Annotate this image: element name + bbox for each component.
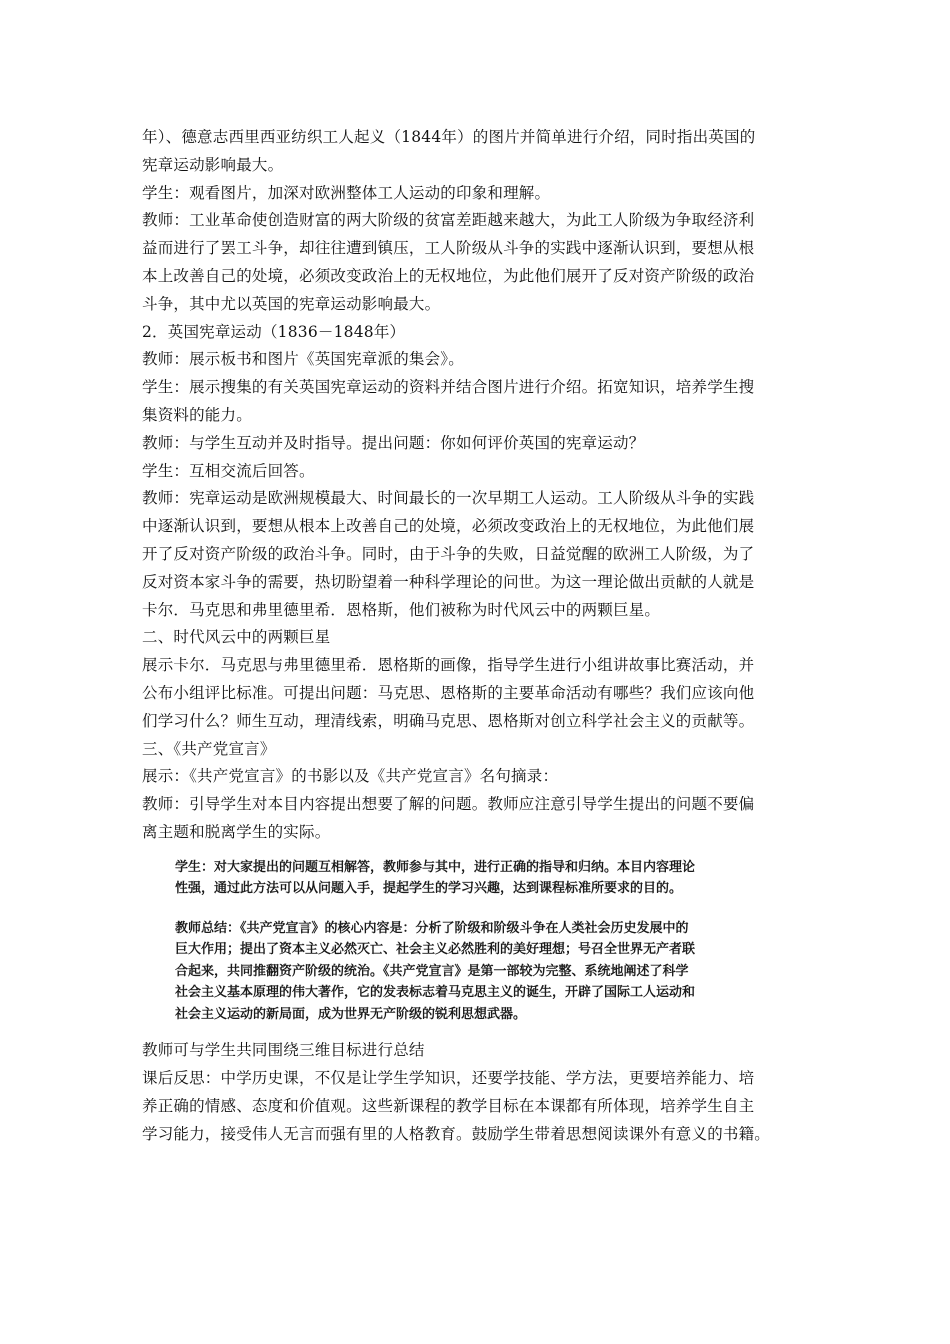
text-line: 卡尔．马克思和弗里德里希．恩格斯，他们被称为时代风云中的两颗巨星。: [142, 600, 661, 619]
embedded-text-block: [142, 857, 795, 1026]
section-heading: 2．英国宪章运动（1836－1848年）: [142, 322, 406, 341]
paragraph-gap: [175, 900, 795, 918]
text-line: 教师：工业革命使创造财富的两大阶级的贫富差距越来越大，为此工人阶级为争取经济利: [142, 211, 755, 230]
quote-line: 性强，通过此方法可以从问题入手，提起学生的学习兴趣，达到课程标准所要求的目的。: [175, 881, 683, 897]
quote-line: 合起来，共同推翻资产阶级的统治。《共产党宣言》是第一部较为完整、系统地阐述了科学: [175, 963, 689, 979]
text-line: 斗争，其中尤以英国的宪章运动影响最大。: [142, 294, 441, 313]
text-line: 宪章运动影响最大。: [142, 155, 284, 174]
text-line: 们学习什么？师生互动，理清线索，明确马克思、恩格斯对创立科学社会主义的贡献等。: [142, 711, 755, 730]
quote-line: 学生：对大家提出的问题互相解答，教师参与其中，进行正确的指导和归纳。本目内容理论: [175, 859, 696, 875]
text-line: 教师：引导学生对本目内容提出想要了解的问题。教师应注意引导学生提出的问题不要偏: [142, 795, 755, 814]
text-line: 公布小组评比标准。可提出问题：马克思、恩格斯的主要革命活动有哪些？我们应该向他: [142, 683, 755, 702]
text-line: 年）、德意志西里西亚纺织工人起义（1844年）的图片并简单进行介绍，同时指出英国的: [142, 128, 756, 146]
closing-text: [142, 1037, 810, 1148]
text-line: 集资料的能力。: [142, 405, 252, 424]
text-line: 离主题和脱离学生的实际。: [142, 822, 331, 841]
text-line: 学习能力，接受伟人无言而强有里的人格教育。鼓励学生带着思想阅读课外有意义的书籍。: [142, 1124, 771, 1143]
text-line: 本上改善自己的处境，必须改变政治上的无权地位，为此他们展开了反对资产阶级的政治: [142, 266, 755, 285]
text-line: 学生：观看图片，加深对欧洲整体工人运动的印象和理解。: [142, 183, 551, 202]
text-line: 教师：与学生互动并及时指导。提出问题：你如何评价英国的宪章运动？: [142, 433, 645, 452]
text-line: 学生：互相交流后回答。: [142, 461, 315, 480]
text-line: 中逐渐认识到，要想从根本上改善自己的处境，必须改变政治上的无权地位，为此他们展: [142, 517, 755, 536]
text-line: 学生：展示搜集的有关英国宪章运动的资料并结合图片进行介绍。拓宽知识，培养学生搜: [142, 378, 755, 397]
text-line: 开了反对资产阶级的政治斗争。同时，由于斗争的失败，日益觉醒的欧洲工人阶级，为了: [142, 544, 755, 563]
text-line: 反对资本家斗争的需要，热切盼望着一种科学理论的问世。为这一理论做出贡献的人就是: [142, 572, 755, 591]
text-line: 课后反思：中学历史课，不仅是让学生学知识，还要学技能、学方法，更要培养能力、培: [142, 1069, 755, 1088]
text-line: 养正确的情感、态度和价值观。这些新课程的教学目标在本课都有所体现，培养学生自主: [142, 1096, 755, 1115]
quote-line: 社会主义运动的新局面，成为世界无产阶级的锐利思想武器。: [175, 1006, 527, 1022]
text-line: 教师：展示板书和图片《英国宪章派的集会》。: [142, 350, 464, 369]
text-line: 展示：《共产党宣言》的书影以及《共产党宣言》名句摘录：: [142, 767, 559, 786]
text-line: 教师：宪章运动是欧洲规模最大、时间最长的一次早期工人运动。工人阶级从斗争的实践: [142, 489, 755, 508]
quote-line: 教师总结：《共产党宣言》的核心内容是：分析了阶级和阶级斗争在人类社会历史发展中的: [175, 920, 689, 936]
section-heading: 二、时代风云中的两颗巨星: [142, 628, 331, 647]
text-line: 益而进行了罢工斗争，却往往遭到镇压，工人阶级从斗争的实践中逐渐认识到，要想从根: [142, 239, 755, 258]
document-page: [142, 124, 810, 1148]
section-heading: 三、《共产党宣言》: [142, 739, 276, 758]
text-line: 教师可与学生共同围绕三维目标进行总结: [142, 1041, 425, 1060]
quote-line: 巨大作用；提出了资本主义必然灭亡、社会主义必然胜利的美好理想；号召全世界无产者联: [175, 942, 696, 958]
body-text: [142, 124, 810, 847]
text-line: 展示卡尔．马克思与弗里德里希．恩格斯的画像，指导学生进行小组讲故事比赛活动，并: [142, 656, 755, 675]
quote-line: 社会主义基本原理的伟大著作，它的发表标志着马克思主义的诞生，开辟了国际工人运动和: [175, 985, 696, 1001]
